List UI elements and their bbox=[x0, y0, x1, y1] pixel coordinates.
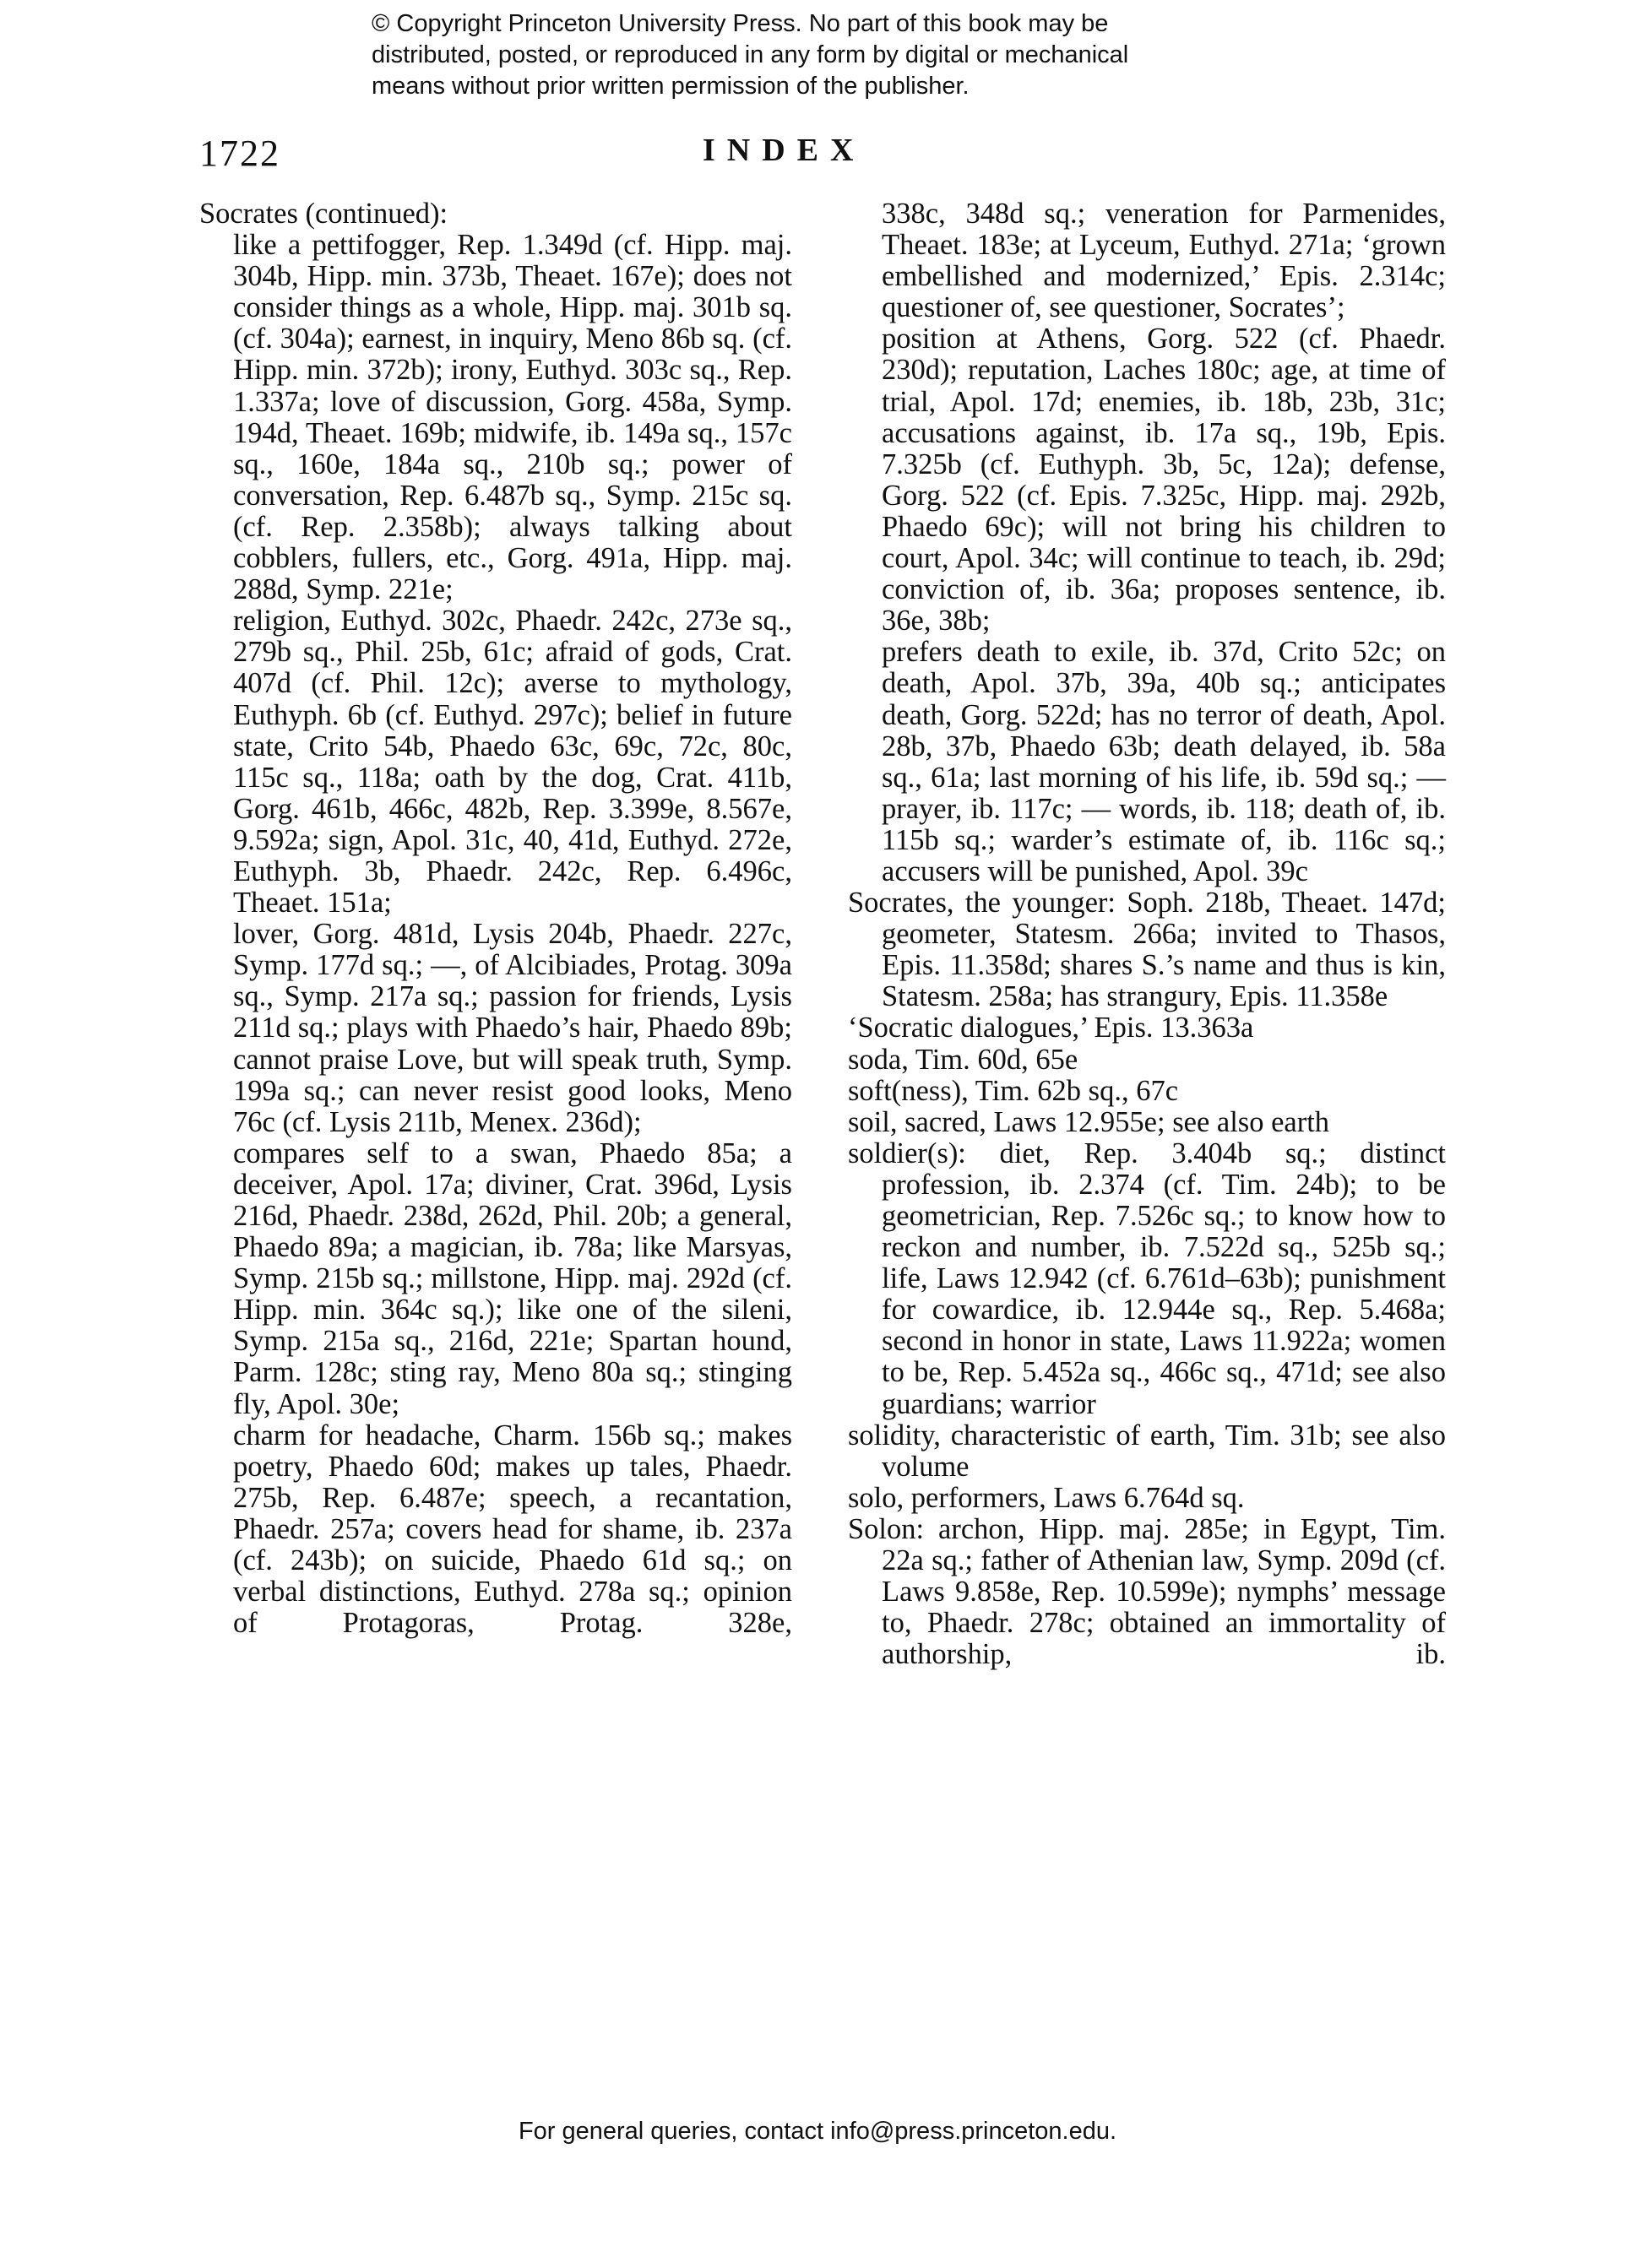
page-number: 1722 bbox=[199, 133, 280, 174]
index-subentry: 338c, 348d sq.; veneration for Parmenides, Theaet. 183e; at Lyceum, Euthyd. 271a; ‘grown embellished and modernized,’ Epis. 2.314c; questioner of, see questioner, Socrates’; bbox=[882, 198, 1446, 324]
index-entry: solo, performers, Laws 6.764d sq. bbox=[848, 1481, 1245, 1514]
footer-contact: For general queries, contact info@press.princeton.edu. bbox=[518, 2118, 1117, 2145]
index-entry: soldier(s): diet, Rep. 3.404b sq.; distinct profession, ib. 2.374 (cf. Tim. 24b); to be geometrician, Rep. 7.526c sq.; to know how to reckon and number, ib. 7.522d sq., 525b sq.; life, Laws 12.942 (cf. 6.761d–63b); punishment for cowardice, ib. 12.944e sq., Rep. 5.468a; second in honor in state, Laws 11.922a; women to be, Rep. 5.452a sq., 466c sq., 471d; see also guardians; warrior bbox=[848, 1137, 1446, 1420]
index-entry: soil, sacred, Laws 12.955e; see also earth bbox=[848, 1105, 1330, 1138]
index-subentry: like a pettifogger, Rep. 1.349d (cf. Hipp. maj. 304b, Hipp. min. 373b, Theaet. 167e); does not consider things as a whole, Hipp. maj. 301b sq. (cf. 304a); earnest, in inquiry, Meno 86b sq. (cf. Hipp. min. 372b); irony, Euthyd. 303c sq., Rep. 1.337a; love of discussion, Gorg. 458a, Symp. 194d, Theaet. 169b; midwife, ib. 149a sq., 157c sq., 160e, 184a sq., 210b sq.; power of conversation, Rep. 6.487b sq., Symp. 215c sq. (cf. Rep. 2.358b); always talking about cobblers, fullers, etc., Gorg. 491a, Hipp. maj. 288d, Symp. 221e; bbox=[233, 229, 792, 606]
index-subentry: prefers death to exile, ib. 37d, Crito 52c; on death, Apol. 37b, 39a, 40b sq.; anticipates death, Gorg. 522d; has no terror of death, Apol. 28b, 37b, Phaedo 63b; death delayed, ib. 58a sq., 61a; last morning of his life, ib. 59d sq.; — prayer, ib. 117c; — words, ib. 118; death of, ib. 115b sq.; warder’s estimate of, ib. 116c sq.; accusers will be punished, Apol. 39c bbox=[882, 636, 1446, 887]
index-entry: soda, Tim. 60d, 65e bbox=[848, 1043, 1078, 1076]
copyright-line: distributed, posted, or reproduced in any form by digital or mechanical bbox=[372, 41, 1129, 68]
index-subentry: religion, Euthyd. 302c, Phaedr. 242c, 273e sq., 279b sq., Phil. 25b, 61c; afraid of gods, Crat. 407d (cf. Phil. 12c); averse to mythology, Euthyph. 6b (cf. Euthyd. 297c); belief in future state, Crito 54b, Phaedo 63c, 69c, 72c, 80c, 115c sq., 118a; oath by the dog, Crat. 411b, Gorg. 461b, 466c, 482b, Rep. 3.399e, 8.567e, 9.592a; sign, Apol. 31c, 40, 41d, Euthyd. 272e, Euthyph. 3b, Phaedr. 242c, Rep. 6.496c, Theaet. 151a; bbox=[233, 605, 792, 920]
index-entry: Socrates, the younger: Soph. 218b, Theaet. 147d; geometer, Statesm. 266a; invited to Thasos, Epis. 11.358d; shares S.’s name and thus is kin, Statesm. 258a; has strangury, Epis. 11.358e bbox=[848, 887, 1446, 1013]
index-heading-entry: Socrates (continued): bbox=[199, 198, 448, 230]
index-subentry: lover, Gorg. 481d, Lysis 204b, Phaedr. 227c, Symp. 177d sq.; —, of Alcibiades, Protag. 309a sq., Symp. 217a sq.; passion for friends, Lysis 211d sq.; plays with Phaedo’s hair, Phaedo 89b; cannot praise Love, but will speak truth, Symp. 199a sq.; can never resist good looks, Meno 76c (cf. Lysis 211b, Menex. 236d); bbox=[233, 918, 792, 1138]
index-column-left bbox=[199, 198, 792, 1639]
index-entry: ‘Socratic dialogues,’ Epis. 13.363a bbox=[848, 1012, 1254, 1044]
index-subentry: compares self to a swan, Phaedo 85a; a deceiver, Apol. 17a; diviner, Crat. 396d, Lysis 216d, Phaedr. 238d, 262d, Phil. 20b; a general, Phaedo 89a; a magician, ib. 78a; like Marsyas, Symp. 215b sq.; millstone, Hipp. maj. 292d (cf. Hipp. min. 364c sq.); like one of the sileni, Symp. 215a sq., 216d, 221e; Spartan hound, Parm. 128c; sting ray, Meno 80a sq.; stinging fly, Apol. 30e; bbox=[233, 1137, 792, 1420]
copyright-line: means without prior written permission of the publisher. bbox=[372, 73, 970, 100]
index-subentry: position at Athens, Gorg. 522 (cf. Phaedr. 230d); reputation, Laches 180c; age, at time of trial, Apol. 17d; enemies, ib. 18b, 23b, 31c; accusations against, ib. 17a sq., 19b, Epis. 7.325b (cf. Euthyph. 3b, 5c, 12a); defense, Gorg. 522 (cf. Epis. 7.325c, Hipp. maj. 292b, Phaedo 69c); will not bring his children to court, Apol. 34c; will continue to teach, ib. 29d; conviction of, ib. 36a; proposes sentence, ib. 36e, 38b; bbox=[882, 323, 1446, 638]
page-title: INDEX bbox=[703, 133, 866, 168]
copyright-notice bbox=[372, 8, 1267, 102]
index-entry: solidity, characteristic of earth, Tim. 31b; see also volume bbox=[848, 1419, 1446, 1483]
index-entry: soft(ness), Tim. 62b sq., 67c bbox=[848, 1074, 1179, 1107]
copyright-line: © Copyright Princeton University Press. No part of this book may be bbox=[372, 10, 1109, 37]
index-subentry: charm for headache, Charm. 156b sq.; makes poetry, Phaedo 60d; makes up tales, Phaedr. 275b, Rep. 6.487e; speech, a recantation, Phaedr. 257a; covers head for shame, ib. 237a (cf. 243b); on suicide, Phaedo 61d sq.; on verbal distinctions, Euthyd. 278a sq.; opinion of Protagoras, Protag. 328e, bbox=[233, 1419, 792, 1640]
index-entry: Solon: archon, Hipp. maj. 285e; in Egypt, Tim. 22a sq.; father of Athenian law, Symp. 209d (cf. Laws 9.858e, Rep. 10.599e); nymphs’ message to, Phaedr. 278c; obtained an immortality of authorship, ib. bbox=[848, 1512, 1446, 1671]
index-column-right bbox=[848, 198, 1446, 1670]
